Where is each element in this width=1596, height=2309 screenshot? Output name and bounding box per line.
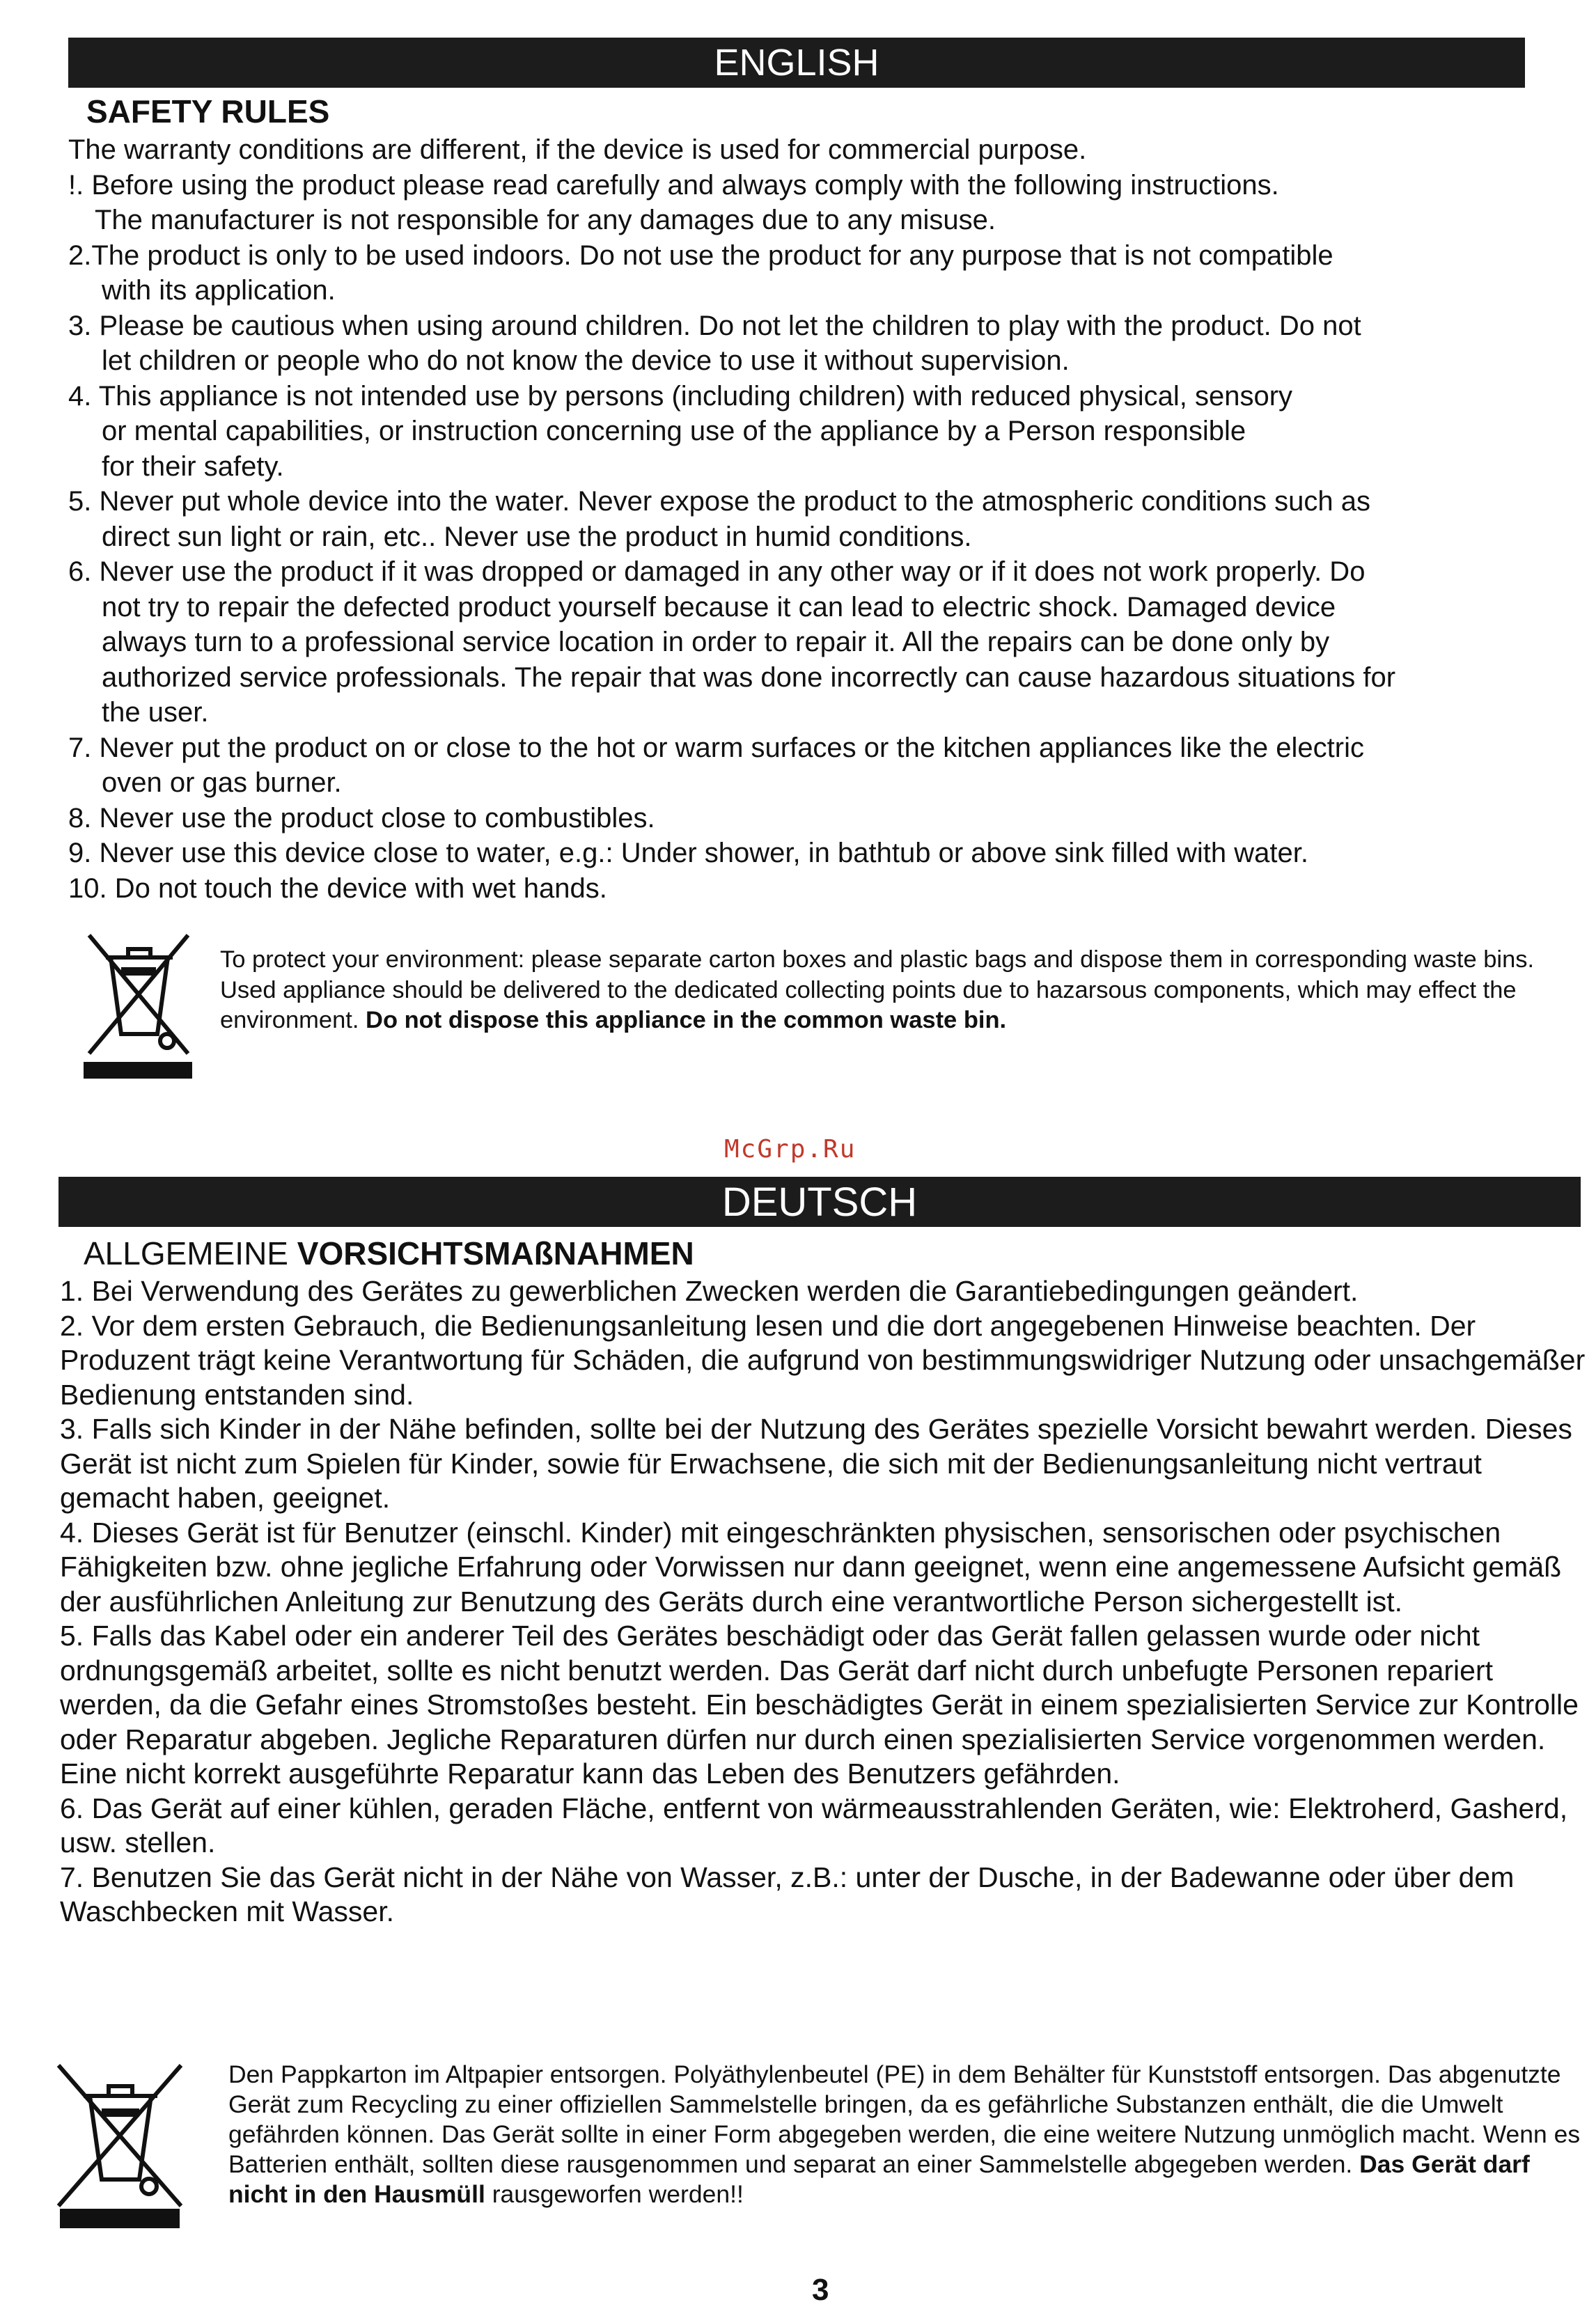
vorsicht-paragraph: 4. Dieses Gerät ist für Benutzer (einschl. Kinder) mit eingeschränkten physischen, sensorischen oder psychischen Fähigkeiten bzw. ohne jegliche Erfahrung oder Vorwissen nur dann geeignet, wenn eine angemessene Aufsicht gemäß der ausführlichen Anleitung zur Benutzung des Geräts durch eine verantwortliche Person sichergestellt ist. xyxy=(60,1516,1562,1618)
safety-rule-line: 3. Please be cautious when using around children. Do not let the children to play with the product. Do not xyxy=(68,310,1361,341)
crossed-out-wheelie-bin-icon xyxy=(79,923,198,1079)
deutsch-environment-notice-tail: rausgeworfen werden!! xyxy=(485,2180,744,2208)
page-number: 3 xyxy=(812,2273,829,2307)
safety-rule-line: let children or people who do not know the device to use it without supervision. xyxy=(102,345,1070,376)
safety-rule-line: 8. Never use the product close to combustibles. xyxy=(68,802,655,833)
vorsicht-paragraph: 3. Falls sich Kinder in der Nähe befinden, sollte bei der Nutzung des Gerätes spezielle Vorsicht bewahrt werden. Dieses Gerät ist nicht zum Spielen für Kinder, sowie für Erwachsene, die sich mit der Bedienungsanleitung nicht vertraut gemacht haben, geeignet. xyxy=(60,1413,1572,1514)
safety-rule-line: authorized service professionals. The repair that was done incorrectly can cause hazardous situations for xyxy=(102,662,1396,693)
deutsch-environment-notice-text: Den Pappkarton im Altpapier entsorgen. Polyäthylenbeutel (PE) in dem Behälter für Kunststoff entsorgen. Das abgenutzte Gerät zum Recycling zu einer offiziellen Sammelstelle bringen, da es gefährliche Substanzen enthält, die die Umwelt gefährden können. Das Gerät sollte in einer Form abgegeben werden, die eine weitere Nutzung unmöglich macht. Wenn es Batterien enthält, sollten diese rausgenommen und separat an einer Sammelstelle abgegeben werden. xyxy=(228,2060,1581,2178)
vorsicht-paragraph: 1. Bei Verwendung des Gerätes zu gewerblichen Zwecken werden die Garantiebedingungen geändert. xyxy=(60,1275,1359,1307)
heading-plain-part: ALLGEMEINE xyxy=(84,1235,297,1271)
safety-rule-line: the user. xyxy=(102,697,209,728)
safety-rule-line: 10. Do not touch the device with wet hands. xyxy=(68,872,607,904)
safety-rule-line: with its application. xyxy=(102,275,336,306)
safety-rule-line: 7. Never put the product on or close to the hot or warm surfaces or the kitchen appliances like the electric xyxy=(68,732,1364,763)
vorsicht-paragraph: 6. Das Gerät auf einer kühlen, geraden Fläche, entfernt von wärmeausstrahlenden Geräten, wie: Elektroherd, Gasherd, usw. stellen. xyxy=(60,1792,1568,1858)
watermark-text: McGrp.Ru xyxy=(724,1135,856,1164)
english-safety-rules-list xyxy=(68,132,1565,906)
safety-rule-line: oven or gas burner. xyxy=(102,767,342,798)
safety-rule-line: 9. Never use this device close to water, e.g.: Under shower, in bathtub or above sink filled with water. xyxy=(68,838,1308,868)
deutsch-environment-notice xyxy=(228,2060,1593,2209)
safety-rule-line: 6. Never use the product if it was dropped or damaged in any other way or if it does not work properly. Do xyxy=(68,556,1366,587)
safety-rule-line: 2.The product is only to be used indoors. Do not use the product for any purpose that is not compatible xyxy=(68,240,1333,271)
safety-rule-line: direct sun light or rain, etc.. Never use the product in humid conditions. xyxy=(102,521,972,552)
safety-rule-line: !. Before using the product please read carefully and always comply with the following instructions. xyxy=(68,169,1279,201)
english-section-banner: ENGLISH xyxy=(68,38,1525,88)
safety-rule-line: or mental capabilities, or instruction concerning use of the appliance by a Person responsible xyxy=(102,416,1246,446)
safety-rule-line: The manufacturer is not responsible for any damages due to any misuse. xyxy=(95,205,996,235)
safety-rule-line: The warranty conditions are different, if the device is used for commercial purpose. xyxy=(68,134,1087,165)
safety-rules-heading: SAFETY RULES xyxy=(86,93,330,130)
safety-rule-line: always turn to a professional service location in order to repair it. All the repairs can be done only by xyxy=(102,627,1330,657)
deutsch-section-banner: DEUTSCH xyxy=(58,1177,1581,1227)
safety-rule-line: 5. Never put whole device into the water. Never expose the product to the atmospheric conditions such as xyxy=(68,486,1370,517)
crossed-out-wheelie-bin-icon xyxy=(52,2061,188,2228)
vorsicht-paragraph: 7. Benutzen Sie das Gerät nicht in der Nähe von Wasser, z.B.: unter der Dusche, in der Badewanne oder über dem Waschbecken mit Wasser. xyxy=(60,1861,1515,1927)
deutsch-environment-notice-bold: Das Gerät darf nicht in den Hausmüll xyxy=(228,2150,1530,2208)
english-environment-notice xyxy=(220,945,1585,1036)
english-environment-notice-bold: Do not dispose this appliance in the common waste bin. xyxy=(366,1007,1007,1033)
safety-rule-line: for their safety. xyxy=(102,451,284,482)
deutsch-rules-list xyxy=(60,1274,1592,1930)
vorsicht-paragraph: 2. Vor dem ersten Gebrauch, die Bedienungsanleitung lesen und die dort angegebenen Hinweise beachten. Der Produzent trägt keine Verantwortung für Schäden, die aufgrund von bestimmungswidriger Nutzung oder unsachgemäßer Bedienung entstanden sind. xyxy=(60,1309,1586,1411)
vorsichtsmassnahmen-heading xyxy=(84,1235,694,1271)
vorsicht-paragraph: 5. Falls das Kabel oder ein anderer Teil des Gerätes beschädigt oder das Gerät fallen gelassen wurde oder nicht ordnungsgemäß arbeitet, sollte es nicht benutzt werden. Das Gerät darf nicht durch unbefugte Personen repariert werden, da die Gefahr eines Stromstoßes besteht. Ein beschädigtes Gerät in einem spezialisierten Service zur Kontrolle oder Reparatur abgeben. Jegliche Reparaturen dürfen nur durch einen spezialisierten Service vorgenommen werden. Eine nicht korrekt ausgeführte Reparatur kann das Leben des Benutzers gefährden. xyxy=(60,1620,1579,1790)
heading-bold-part: VORSICHTSMAßNAHMEN xyxy=(297,1235,694,1271)
safety-rule-line: not try to repair the defected product yourself because it can lead to electric shock. Damaged device xyxy=(102,591,1336,623)
safety-rule-line: 4. This appliance is not intended use by persons (including children) with reduced physical, sensory xyxy=(68,380,1293,412)
english-environment-notice-text: To protect your environment: please separate carton boxes and plastic bags and dispose them in corresponding waste bins. Used appliance should be delivered to the dedicated collecting points due to hazarsous components, which may effect the environment. xyxy=(220,946,1535,1033)
